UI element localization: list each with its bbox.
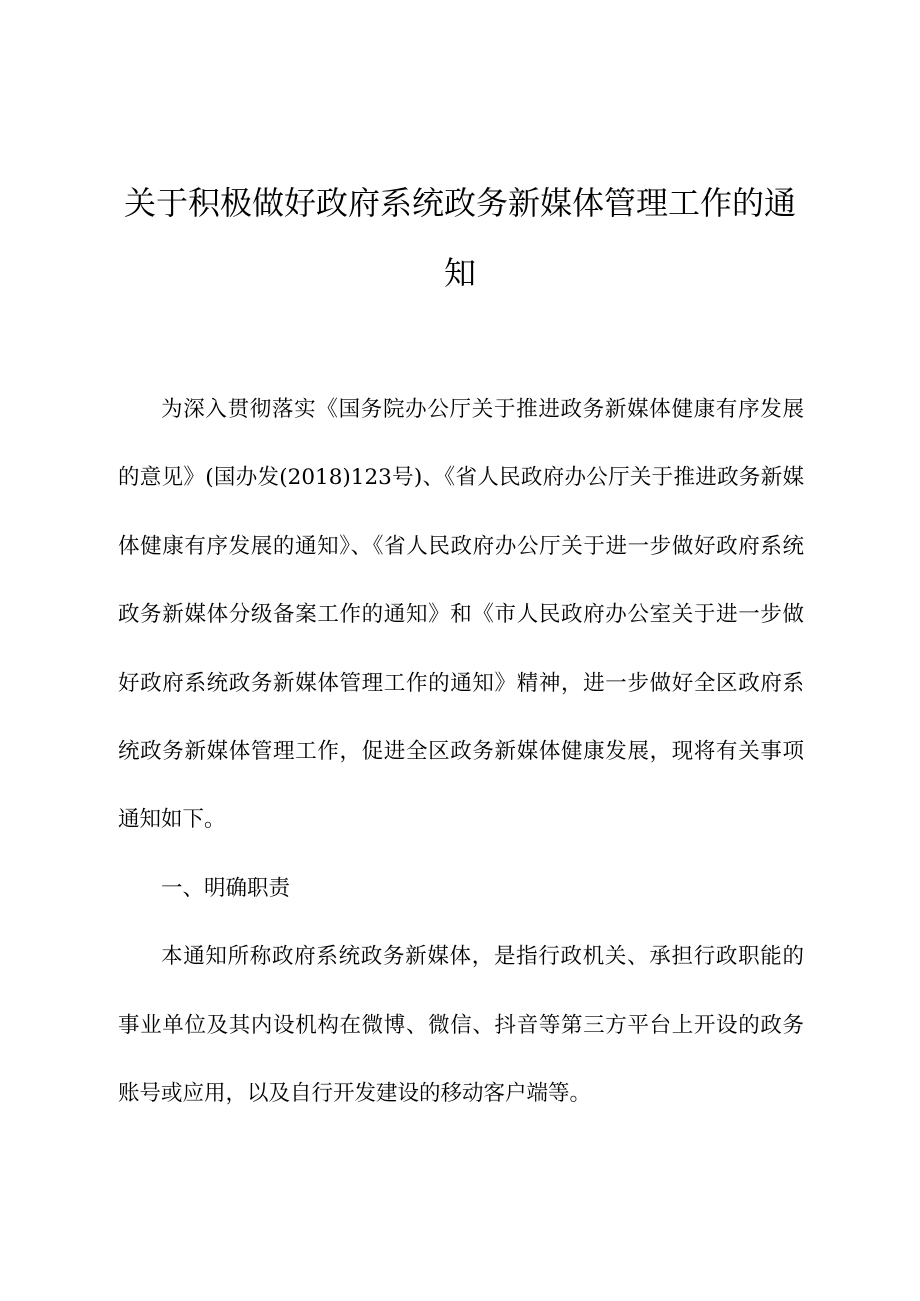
document-title: 关于积极做好政府系统政务新媒体管理工作的通知 [123, 184, 796, 292]
section-heading: 一、明确职责 [161, 875, 291, 901]
document-body [118, 376, 804, 1128]
definition-paragraph: 本通知所称政府系统政务新媒体，是指行政机关、承担行政职能的事业单位及其内设机构在微博、微信、抖音等第三方平台上开设的政务账号或应用，以及自行开发建设的移动客户端等。 [118, 944, 804, 1107]
intro-paragraph: 为深入贯彻落实《国务院办公厅关于推进政务新媒体健康有序发展的意见》(国办发(2018)123号)、《省人民政府办公厅关于推进政务新媒体健康有序发展的通知》、《省人民政府办公厅关于进一步做好政府系统政务新媒体分级备案工作的通知》和《市人民政府办公室关于进一步做好政府系统政务新媒体管理工作的通知》精神，进一步做好全区政府系统政务新媒体管理工作，促进全区政务新媒体健康发展，现将有关事项通知如下。 [118, 397, 804, 833]
